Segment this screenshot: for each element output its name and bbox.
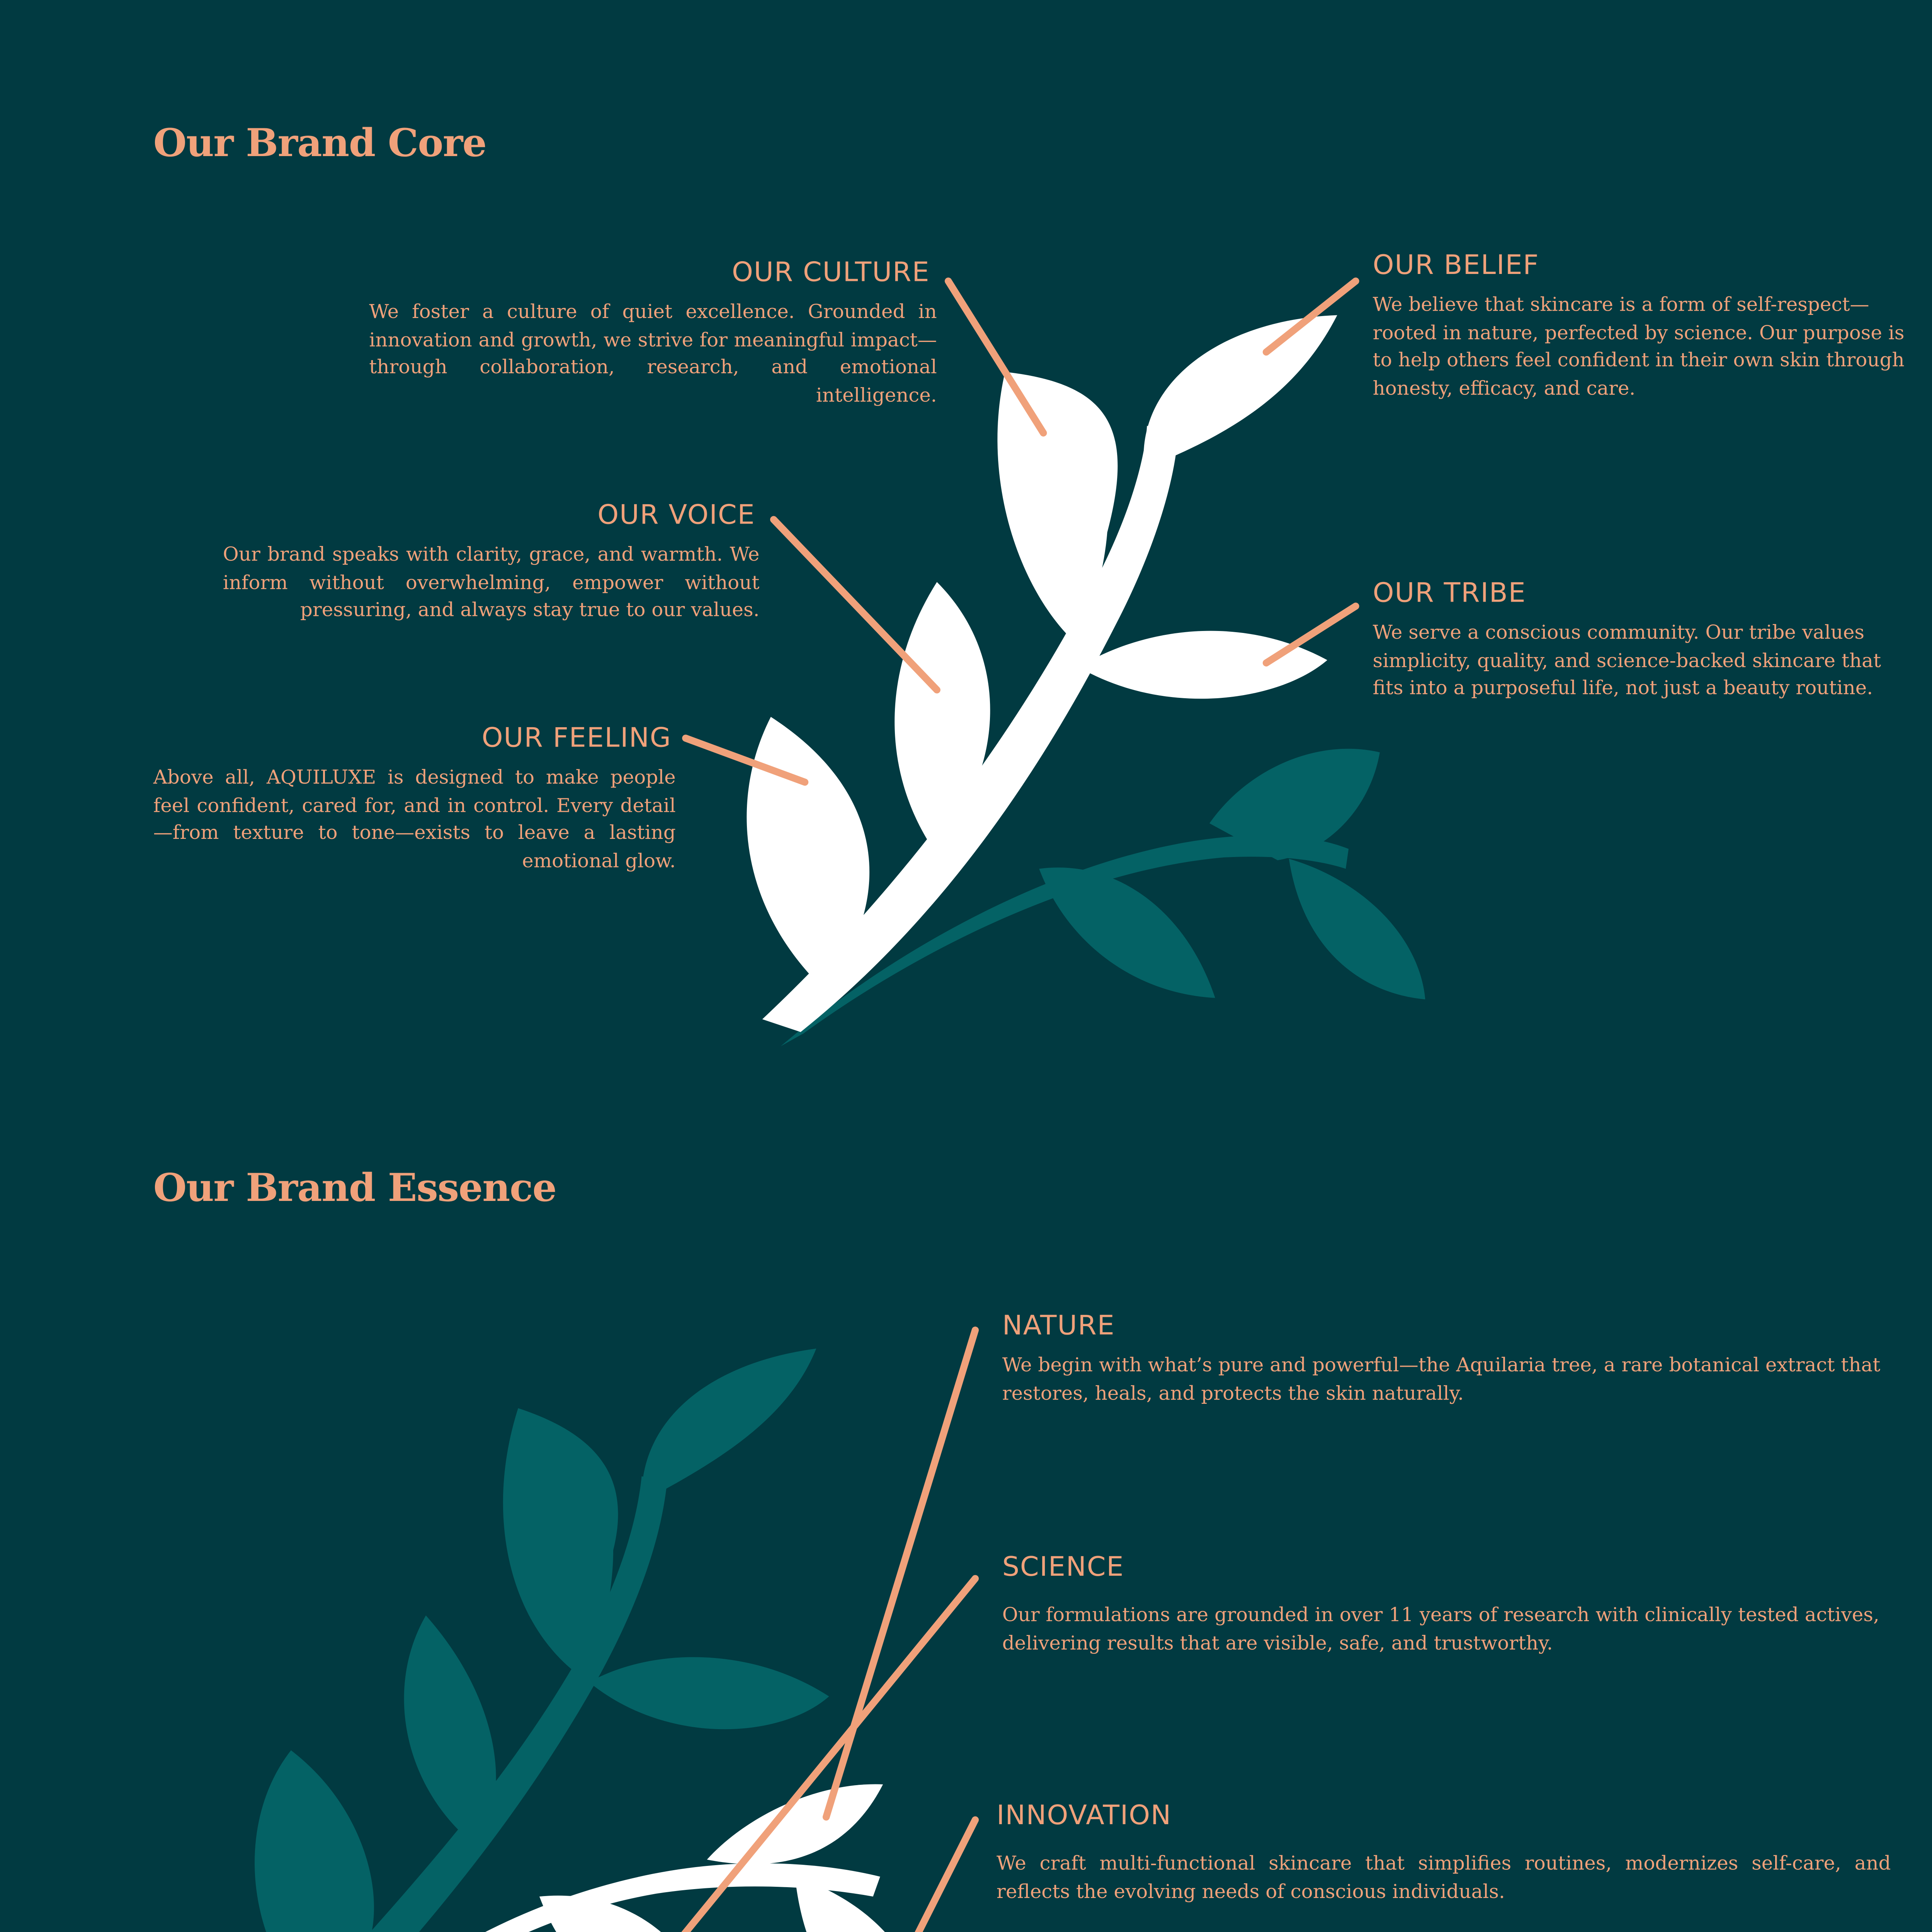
core-white-leaf-top-right bbox=[1144, 315, 1337, 469]
essence-teal-leaf-bottom-left bbox=[255, 1750, 374, 1932]
belief-heading: OUR BELIEF bbox=[1372, 250, 1539, 281]
essence-teal-leaf-top bbox=[641, 1349, 816, 1502]
culture-pointer-line bbox=[948, 281, 1043, 433]
feeling-text: Above all, AQUILUXE is designed to make people feel confident, cared for, and in control. Every detail—from texture to tone—exists to leave a lasting emotional glow. bbox=[153, 766, 676, 873]
essence-teal-leaf-middle-left bbox=[404, 1616, 496, 1845]
belief-pillar bbox=[1373, 250, 1912, 404]
science-text: Our formulations are grounded in over 11 years of research with clinically tested actives, delivering results that are visible, safe, and trustworthy. bbox=[1002, 1604, 1879, 1655]
core-white-branch bbox=[747, 315, 1337, 1032]
science-pillar bbox=[1002, 1551, 1911, 1658]
tribe-text: We serve a conscious community. Our tribe values simplicity, quality, and science-backed skincare that fits into a purposeful life, not just a beauty routine. bbox=[1372, 622, 1881, 700]
core-teal-leaf-right bbox=[1289, 859, 1425, 1000]
science-heading: SCIENCE bbox=[1002, 1551, 1124, 1583]
innovation-pointer-line bbox=[887, 1820, 975, 1932]
culture-heading: OUR CULTURE bbox=[731, 257, 930, 288]
innovation-text: We craft multi-functional skincare that simplifies routines, modernizes self-care, and reflects the evolving needs of conscious individuals. bbox=[997, 1852, 1891, 1903]
tribe-pillar bbox=[1373, 578, 1912, 704]
core-teal-leaf-middle bbox=[1039, 867, 1215, 998]
core-white-leaf-bottom-left bbox=[747, 717, 869, 974]
feeling-pillar bbox=[153, 723, 676, 876]
voice-heading: OUR VOICE bbox=[597, 500, 755, 531]
nature-pointer-line bbox=[826, 1330, 975, 1817]
brand-core-title: Our Brand Core bbox=[153, 122, 486, 166]
nature-heading: NATURE bbox=[1002, 1310, 1115, 1342]
culture-text: We foster a culture of quiet excellence. Grounded in innovation and growth, we strive for meaningful impact—through collaboration, research, and emotional intelligence. bbox=[369, 301, 937, 407]
tribe-heading: OUR TRIBE bbox=[1372, 578, 1526, 609]
belief-text: We believe that skincare is a form of self-respect—rooted in nature, perfected by science. Our purpose is to help others feel confident in their own skin through honesty, efficacy, and care. bbox=[1372, 294, 1905, 400]
culture-pillar bbox=[369, 257, 937, 411]
nature-text: We begin with what’s pure and powerful—the Aquilaria tree, a rare botanical extract that restores, heals, and protects the skin naturally. bbox=[1002, 1354, 1881, 1405]
innovation-heading: INNOVATION bbox=[997, 1800, 1172, 1832]
core-teal-branch bbox=[781, 749, 1425, 1046]
core-white-leaf-lower-right bbox=[1079, 631, 1327, 699]
voice-pointer-line bbox=[774, 520, 937, 690]
voice-pillar bbox=[223, 500, 760, 626]
feeling-heading: OUR FEELING bbox=[481, 722, 672, 754]
nature-pillar bbox=[1002, 1310, 1911, 1408]
brand-essence-title: Our Brand Essence bbox=[153, 1167, 556, 1211]
voice-text: Our brand speaks with clarity, grace, and warmth. We inform without overwhelming, empower without pressuring, and always stay true to our values. bbox=[223, 544, 760, 622]
innovation-pillar bbox=[997, 1800, 1891, 1906]
essence-teal-leaf-lower-right bbox=[589, 1657, 829, 1730]
